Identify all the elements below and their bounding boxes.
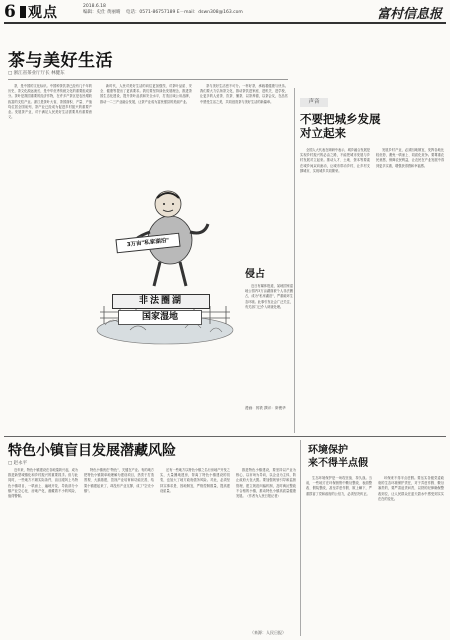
cartoon-caption-box — [245, 265, 295, 425]
main-byline-rule — [8, 79, 288, 80]
issue-date: 2018.6.18 — [83, 4, 106, 9]
lower-article-column-3 — [160, 468, 230, 634]
lower-col2-text: 特色小镇贵在"特色"，关键在产业。有的地方把特色小镇简单地理解为建设项目，热衷于打造景观、大搞基建，忽视产业培育和功能完善，结果小镇建起来了，却没有产业支撑，成了"空壳小镇"。 — [84, 468, 154, 493]
main-article-column-1 — [8, 84, 92, 324]
opinion-column-1 — [300, 148, 370, 433]
main-article-title: 茶与美好生活 — [8, 51, 113, 71]
section-title: 观点 — [28, 5, 58, 21]
opinion-tag — [300, 98, 328, 107]
contact-line: 电话：0571-86757189 E－mail：dswn308@163.com — [125, 10, 243, 15]
lower-article-column-2 — [84, 468, 154, 634]
lower-col4-text: 推进特色小镇建设，要坚持以产业为核心，以市场为导向，以企业为主体，防止政府大包大揽。要加强规划引导和监督管理，建立规范纠偏机制，及时淘汰整改不合格的小镇，推动特色小镇高质量健康发展。（作者为人民日报记者） — [236, 468, 296, 499]
lower-box-column-1 — [306, 476, 372, 634]
opinion-title — [300, 112, 445, 140]
cartoon-caption — [245, 284, 293, 402]
lower-col3-text: 还有一些地方以特色小镇之名行房地产开发之实，大量圈地建房，背离了特色小镇建设的初衷，也加大了地方政府债务风险。对此，必须坚持实事求是、因地制宜，严格控制数量，提高建设质量。 — [160, 468, 230, 493]
cartoon-sign-text: 3万亩"私家湖泊" — [126, 237, 170, 249]
header-meta — [83, 4, 243, 16]
lower-box-col2-text: 环保来不得半点虚假。要压实各级党委政府的生态环境保护责任，对于弄虚作假、敷衍塞责的，要严肃追责问责，以铁的纪律确保整改到位，让人民群众在蓝天碧水中感受到实实在在的变化。 — [378, 476, 444, 501]
mid-page-rule — [4, 436, 446, 437]
lower-article-byline: □ 赵永平 — [8, 461, 28, 466]
lower-box-column-2 — [378, 476, 444, 634]
main-col3-text: 茶与美好生活密不可分。一杯好茶，承载着健康与快乐。我们要大力弘扬茶文化，推动茶饮进家庭、进机关、进学校，让更多的人爱茶、饮茶、懂茶，以茶养德，以茶会友，在品茗中感受生活之美，共同创造茶与美好生活的新篇章。 — [200, 84, 288, 104]
opinion-title-line-2: 对立起来 — [300, 126, 346, 140]
cartoon-lake-label — [118, 310, 202, 325]
cartoon-banner-text: 非法圈湖 — [138, 296, 183, 306]
opinion-column-2 — [376, 148, 444, 433]
header-rule — [4, 22, 446, 24]
lower-box-title-line-1: 环境保护 — [308, 445, 348, 456]
cartoon-title: 侵占 — [245, 269, 265, 280]
opinion-title-line-1: 不要把城乡发展 — [300, 112, 381, 126]
cartoon-banner — [112, 294, 210, 309]
cartoon-credit: 漫画：郭铁 撰评：廖俊华 — [245, 406, 286, 410]
lower-article-column-4 — [236, 468, 296, 628]
main-col2-text: 新时代，人民对美好生活的向往更加强烈，对茶叶品质、安全、健康等提出了更高要求。我们要坚持绿色发展理念，推进茶园生态化建设，提升茶叶品质和安全水平，打造区域公用品牌，推动一二三产业融合发展，让茶产业成为富民强县的美丽产业。 — [100, 84, 192, 104]
page-number: 6 — [4, 2, 16, 22]
lower-column-divider — [300, 440, 301, 636]
lower-article-column-1 — [8, 468, 78, 634]
newspaper-masthead: 富村信息报 — [376, 7, 442, 22]
lower-box-col1-text: 生态环境保护是一场攻坚战、持久战。当前，一些地方在环保督察中敷衍整改、表面整改、假装整改，甚至弄虚作假、欺上瞒下，严重损害了党和政府的公信力，必须坚决纠正。 — [306, 476, 372, 496]
cartoon-caption-text: 近日有媒体报道，某地国家湿地公园内3万亩湖面被个人非法圈占，成为"私家湖泊"，严重破坏生态环境。此事引发社会广泛关注，有关部门已介入调查处理。 — [245, 284, 293, 309]
lower-article-title: 特色小镇盲目发展潜藏风险 — [8, 443, 176, 459]
lower-col1-text: 近年来，特色小镇建设在各地蓬勃兴起，成为推进新型城镇化和乡村振兴的重要抓手。但与此同时，一些地方不顾实际条件，盲目跟风上马特色小镇项目，一哄而上、遍地开花，导致部分小镇产业空心化、房地产化，潜藏着不小的风险，值得警惕。 — [8, 468, 78, 499]
cartoon-lake-text: 国家湿地 — [141, 312, 178, 322]
main-article-byline: □ 浙江省茶业厅厅长 林健东 — [8, 71, 65, 76]
lower-article-credit: （来源：人民日报） — [250, 630, 286, 635]
opinion-col2-text: 发展乡村产业，必须因地制宜，发挥各地比较优势，避免一哄而上、同质化竞争。要尊重农民意愿，保障农民利益，让农民在产业发展中得到更多实惠，增强获得感和幸福感。 — [376, 148, 444, 168]
main-col1-text: 茶，是中国的文化标识。中国种茶饮茶已经有几千年的历史，茶文化源远流长，是中华优秀传统文化的重要组成部分。茶叶是我国重要的经济作物，在许多产茶区是农民增收致富的支柱产业。浙江是茶叶大省，茶园面积、产量、产值均位居全国前列，茶产业已经成为促进乡村振兴的重要产业。发展茶产业，对于满足人民美好生活需要具有重要意义。 — [8, 84, 92, 120]
opinion-tag-text: 声音 — [308, 99, 320, 105]
opinion-col1-text: 全国人大代表在调研中表示，城乡融合发展是实现乡村振兴的必由之路，不能把城市发展与乡村发展对立起来。推动人才、土地、资本等要素在城乡间双向流动，让城市带动乡村，让乡村支撑城市，实现城乡共同繁荣。 — [300, 148, 370, 173]
lower-box-title — [308, 444, 444, 470]
lower-box-title-line-2: 来不得半点假 — [308, 458, 368, 469]
editor-line: 编辑：史仕 黄丽晴 — [83, 10, 121, 15]
section-marker — [20, 6, 26, 18]
